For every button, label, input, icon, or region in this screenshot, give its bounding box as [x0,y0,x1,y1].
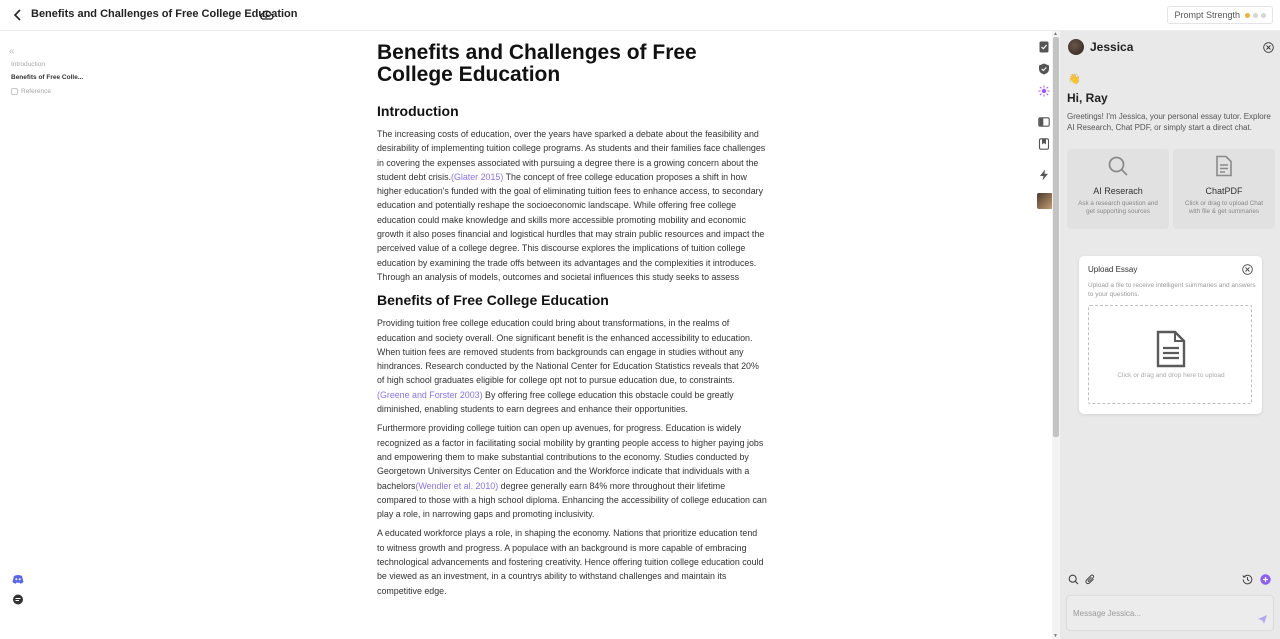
card-description: Click or drag to upload Chat with file & get summaries [1184,200,1264,215]
document-icon [1213,155,1235,177]
outline-item-introduction[interactable]: Introduction [11,61,45,68]
prompt-strength-meter [1245,13,1266,18]
close-icon[interactable] [1242,264,1253,275]
greeting-title: Hi, Ray [1067,91,1108,105]
assistant-header [1068,39,1133,55]
avatar [1068,39,1084,55]
card-title: ChatPDF [1205,186,1243,196]
scrollbar-thumb[interactable] [1053,37,1059,437]
paragraph [377,316,767,416]
outline-item-reference-label: Reference [21,88,51,95]
section-heading-benefits: Benefits of Free College Education [377,292,609,309]
reference-icon [11,88,18,95]
collapse-outline-icon[interactable]: « [9,46,15,57]
card-title: AI Reserach [1093,186,1143,196]
upload-essay-dialog [1079,256,1262,414]
search-icon[interactable] [1068,574,1079,585]
paragraph-text: By offering free college education this obstacle could be greatly diminished, enabling students to earn degrees and enhance their opportunities. [377,389,734,415]
chat-toolbar [1068,574,1276,588]
checklist-icon[interactable] [1038,41,1050,53]
history-icon[interactable] [1242,574,1253,585]
chevron-left-icon[interactable] [11,8,25,22]
sparkle-icon[interactable] [1038,85,1050,97]
sidebar-toggle-icon[interactable] [1038,116,1050,128]
citation-link[interactable]: (Wendler et al. 2010) [415,480,499,491]
ai-research-card[interactable] [1067,149,1169,229]
tutor-avatar-button[interactable] [1037,193,1053,209]
paragraph-text: The increasing costs of education, over the years have sparked a debate about the feasibility and desirability of implementing tuition college programs. As students and their families face challenges in covering the expenses associated with pursuing a degree there is a growing concern about the student debt crisis. [377,129,766,182]
paragraph [377,127,767,284]
document-scrollbar[interactable] [1052,31,1060,639]
shield-check-icon[interactable] [1038,63,1050,75]
document-title: Benefits and Challenges of Free College Education [31,8,298,20]
attachment-icon[interactable] [1085,574,1096,585]
paragraph-text: The concept of free college education proposes a shift in how higher education's funded with the goal of eliminating tuition fees to enhance access, to secondary education and potentially reshape the socioeconomic landscape. While offering free college education could make knowledge and skills more accessible promoting mobility and economic growth it also poses financial and logistical hurdles that may strain public resources and impact the perceived value of a college degree. This discourse explores the implications of tuition college education by examining the trade offs between its advantages and the complexities it introduces. Through an analysis of models, outcomes and societal influences this study seeks to assess [377,171,765,282]
cloud-sync-icon[interactable] [259,8,274,22]
strength-dot [1253,13,1258,18]
outline-item-reference[interactable] [11,88,51,95]
strength-dot [1261,13,1266,18]
bookmark-icon[interactable] [1038,138,1050,150]
discord-icon[interactable] [12,574,24,585]
assistant-name: Jessica [1090,40,1134,54]
wave-emoji: 👋 [1068,74,1081,85]
chatpdf-card[interactable] [1173,149,1275,229]
citation-link[interactable]: (Glater 2015) [451,171,504,182]
paragraph [377,421,767,521]
upload-title: Upload Essay [1088,265,1138,274]
chat-bubble-icon[interactable] [12,594,24,605]
new-chat-plus-icon[interactable] [1260,574,1271,585]
document-body[interactable] [377,31,767,639]
section-heading-introduction: Introduction [377,103,459,119]
paragraph-text: Providing tuition free college education could bring about transformations, in the realms of education and society overall. One significant benefit is the enhanced accessibility to education. When tuition fees are removed students from backgrounds can engage in studies without any hindrances. Research conducted by the National Center for Education Statistics reveals that 20% of high school graduates eligible for college opt not to pursue education due, to constraints. [377,318,759,386]
scroll-up-arrow-icon[interactable]: ▲ [1053,31,1058,37]
prompt-strength-label: Prompt Strength [1174,10,1240,20]
upload-description: Upload a file to receive intelligent summaries and answers to your questions. [1088,282,1256,298]
card-description: Ask a research question and get supporting sources [1078,200,1158,215]
strength-dot [1245,13,1250,18]
search-icon [1107,155,1129,177]
document-heading: Benefits and Challenges of Free College Education [377,41,697,86]
file-drop-zone[interactable] [1088,305,1252,404]
greeting-text: Greetings! I'm Jessica, your personal essay tutor. Explore AI Research, Chat PDF, or simply start a direct chat. [1067,112,1271,132]
paragraph: A educated workforce plays a role, in shaping the economy. Nations that prioritize education tend to witness growth and progress. A populace with an background is more capable of embracing technological advancements and fostering creativity. Hence offering tuition college education could be viewed as an investment, in a countrys ability to withstand challenges and maintain its competitive edge. [377,528,764,596]
assistant-panel [1060,31,1280,639]
close-icon[interactable] [1263,42,1274,53]
outline-item-benefits[interactable]: Benefits of Free Colle... [11,74,84,81]
document-icon [1155,330,1187,368]
paragraph-text: Furthermore providing college tuition can open up avenues, for progress. Education is widely recognized as a factor in facilitating social mobility by granting people access to higher paying jobs and empowering them to make substantial contributions to the economy. Studies conducted by Georgetown Universitys Center on Education and the Workforce indicate that individuals with a bachelors [377,423,764,491]
lightning-icon[interactable] [1038,169,1050,181]
drop-zone-text: Click or drag and drop here to upload [1117,372,1225,379]
scroll-down-arrow-icon[interactable]: ▼ [1053,633,1058,639]
prompt-strength-control[interactable] [1167,6,1273,24]
citation-link[interactable]: (Greene and Forster 2003) [377,389,483,400]
message-input[interactable] [1066,595,1274,631]
outline-sidebar [0,31,100,639]
send-icon[interactable] [1257,614,1268,625]
paragraph-text: degree generally earn 84% more throughout their lifetime compared to those with a high school diploma. Enhancing the accessibility of college education can play a role, in narrowing gaps and promoting inclusivity. [377,480,767,520]
top-bar [0,0,1280,31]
tool-rail [1035,31,1053,639]
